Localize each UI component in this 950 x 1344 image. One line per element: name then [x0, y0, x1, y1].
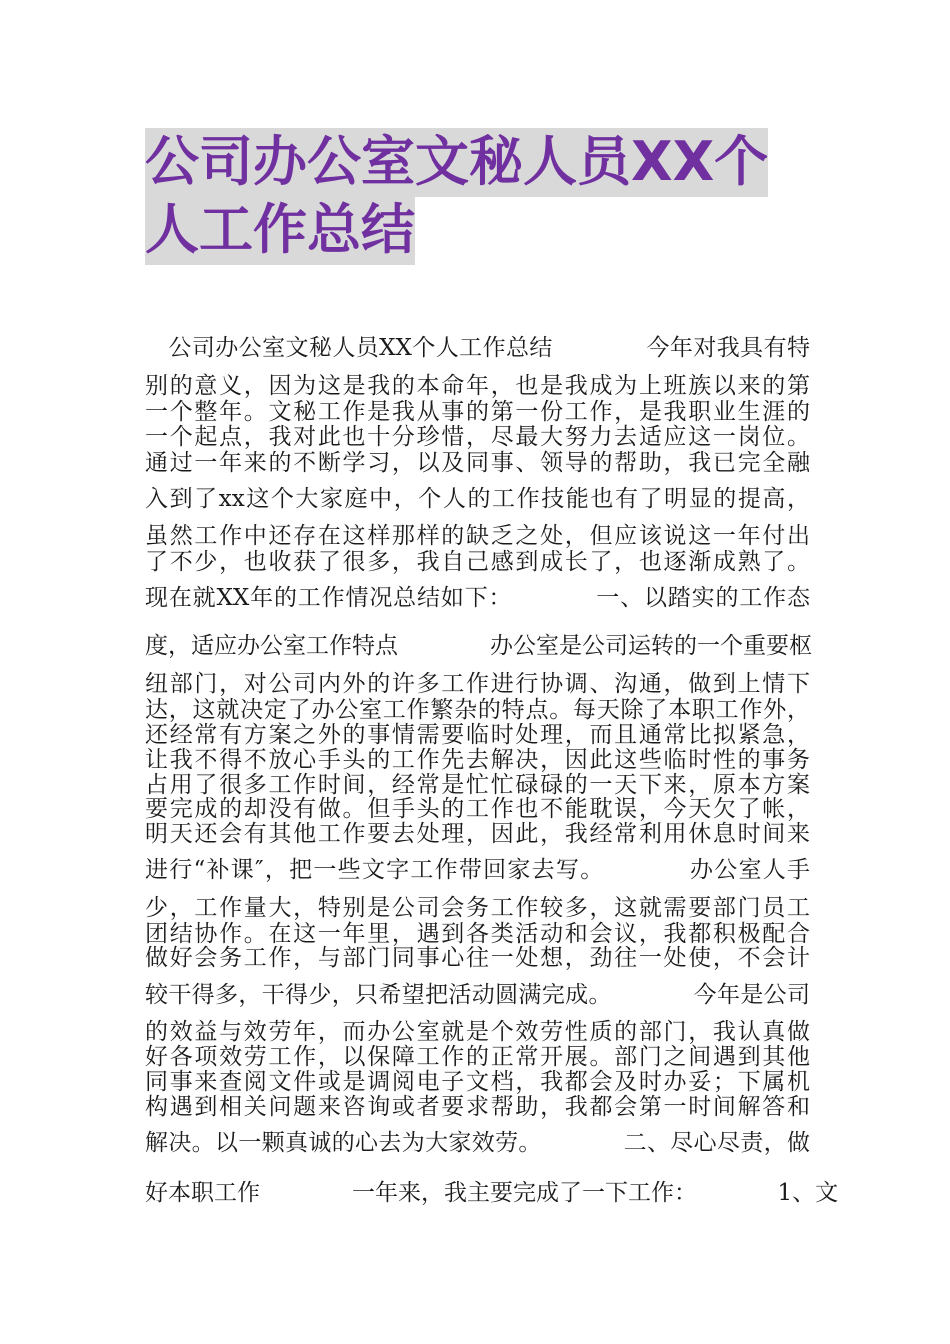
body-line: 一个起点，我对此也十分珍惜，尽最大努力去适应这一岗位。 — [145, 424, 810, 450]
body-line: 别的意义，因为这是我的本命年，也是我成为上班族以来的第 — [145, 373, 810, 399]
body-line: 明天还会有其他工作要去处理，因此，我经常利用休息时间来 — [145, 821, 810, 847]
document-title — [145, 128, 810, 264]
body-line: 较干得多，干得少，只希望把活动圆满完成。 今年是公司 — [145, 982, 810, 1008]
body-line: 还经常有方案之外的事情需要临时处理，而且通常比拟紧急， — [145, 722, 810, 748]
body-line: 通过一年来的不断学习，以及同事、领导的帮助，我已完全融 — [145, 450, 810, 476]
body-line: 占用了很多工作时间，经常是忙忙碌碌的一天下来，原本方案 — [145, 772, 810, 798]
body-line: 同事来查阅文件或是调阅电子文档，我都会及时办妥；下属机 — [145, 1069, 810, 1095]
body-line: 做好会务工作，与部门同事心往一处想，劲往一处使，不会计 — [145, 945, 810, 971]
body-line: 公司办公室文秘人员XX个人工作总结 今年对我具有特 — [145, 335, 810, 361]
body-line: 好各项效劳工作，以保障工作的正常开展。部门之间遇到其他 — [145, 1044, 810, 1070]
body-line: 纽部门，对公司内外的许多工作进行协调、沟通，做到上情下 — [145, 671, 810, 697]
body-line: 的效益与效劳年，而办公室就是个效劳性质的部门，我认真做 — [145, 1019, 810, 1045]
body-line: 度，适应办公室工作特点 办公室是公司运转的一个重要枢 — [145, 633, 812, 659]
body-line: 构遇到相关问题来咨询或者要求帮助，我都会第一时间解答和 — [145, 1094, 810, 1120]
body-line: 团结协作。在这一年里，遇到各类活动和会议，我都积极配合 — [145, 921, 810, 947]
body-line: 好本职工作 一年来，我主要完成了一下工作： 1、文 — [145, 1180, 839, 1206]
body-line: 要完成的却没有做。但手头的工作也不能耽误，今天欠了帐， — [145, 796, 810, 822]
body-line: 了不少，也收获了很多，我自己感到成长了，也逐渐成熟了。 — [145, 549, 810, 575]
title-line: 公司办公室文秘人员XX个 — [145, 128, 810, 196]
body-line: 入到了xx这个大家庭中，个人的工作技能也有了明显的提高， — [145, 486, 810, 512]
body-line: 现在就XX年的工作情况总结如下： 一、以踏实的工作态 — [145, 585, 810, 611]
body-line: 达，这就决定了办公室工作繁杂的特点。每天除了本职工作外， — [145, 697, 810, 723]
body-line: 让我不得不放心手头的工作先去解决，因此这些临时性的事务 — [145, 747, 810, 773]
body-line: 解决。以一颗真诚的心去为大家效劳。 二、尽心尽责，做 — [145, 1130, 810, 1156]
body-line: 一个整年。文秘工作是我从事的第一份工作，是我职业生涯的 — [145, 399, 810, 425]
title-line: 人工作总结 — [145, 196, 810, 264]
body-line: 虽然工作中还存在这样那样的缺乏之处，但应该说这一年付出 — [145, 523, 810, 549]
body-line: 进行“补课″，把一些文字工作带回家去写。 办公室人手 — [145, 857, 810, 883]
body-line: 少，工作量大，特别是公司会务工作较多，这就需要部门员工 — [145, 895, 810, 921]
